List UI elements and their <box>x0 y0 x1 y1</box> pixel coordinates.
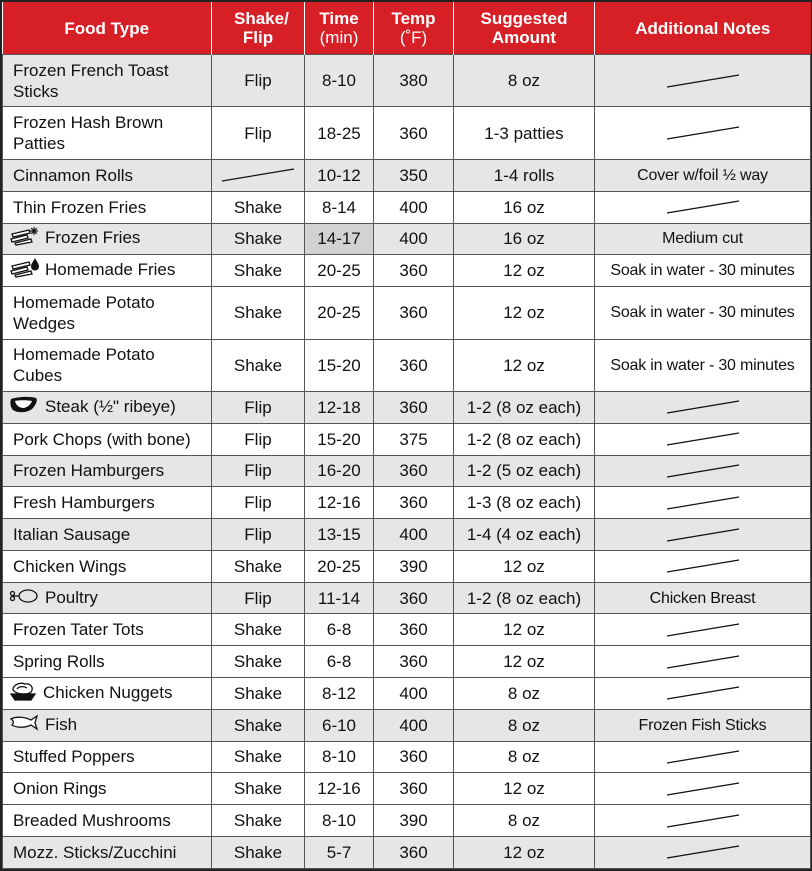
time-cell: 16-20 <box>305 455 374 487</box>
not-applicable-slash <box>666 750 740 764</box>
header-suggested-amount: Suggested Amount <box>454 2 595 55</box>
temp-cell: 360 <box>374 614 454 646</box>
time-cell: 8-10 <box>305 55 374 107</box>
table-row <box>3 55 811 107</box>
temp-cell: 360 <box>374 287 454 339</box>
suggested-amount-cell: 12 oz <box>454 255 595 287</box>
additional-notes-cell <box>595 55 811 107</box>
additional-notes-cell: Soak in water - 30 minutes <box>595 255 811 287</box>
food-type-cell <box>3 223 212 255</box>
temp-cell: 350 <box>374 159 454 191</box>
food-type-label: Chicken Nuggets <box>43 682 173 702</box>
shake-flip-cell: Shake <box>212 773 305 805</box>
temp-cell: 360 <box>374 339 454 391</box>
time-cell: 8-12 <box>305 678 374 710</box>
shake-flip-cell: Shake <box>212 646 305 678</box>
table-row <box>3 223 811 255</box>
food-type-cell <box>3 678 212 710</box>
time-cell: 13-15 <box>305 519 374 551</box>
food-type-label: Breaded Mushrooms <box>13 811 171 831</box>
food-type-label: Pork Chops (with bone) <box>13 429 191 449</box>
suggested-amount-cell: 1-2 (8 oz each) <box>454 423 595 455</box>
suggested-amount-cell: 12 oz <box>454 773 595 805</box>
food-type-cell <box>3 519 212 551</box>
suggested-amount-cell: 16 oz <box>454 191 595 223</box>
header-time-unit: (min) <box>319 28 359 47</box>
suggested-amount-cell: 8 oz <box>454 805 595 837</box>
table-body <box>3 55 811 869</box>
food-type-label: Stuffed Poppers <box>13 747 135 767</box>
time-cell: 10-12 <box>305 159 374 191</box>
temp-cell: 360 <box>374 773 454 805</box>
table-row <box>3 773 811 805</box>
food-type-label: Chicken Wings <box>13 556 127 576</box>
shake-flip-cell: Flip <box>212 519 305 551</box>
food-type-label: Italian Sausage <box>13 525 131 545</box>
table-row <box>3 836 811 868</box>
temp-cell: 400 <box>374 519 454 551</box>
table-row <box>3 646 811 678</box>
table-row <box>3 107 811 159</box>
table-row <box>3 550 811 582</box>
header-temp <box>374 2 454 55</box>
food-type-label: Homemade Fries <box>45 260 176 280</box>
fish-icon <box>9 713 39 738</box>
not-applicable-slash <box>666 686 740 700</box>
time-cell: 20-25 <box>305 287 374 339</box>
food-type-cell <box>3 836 212 868</box>
suggested-amount-cell: 12 oz <box>454 836 595 868</box>
header-row <box>3 2 811 55</box>
table-row <box>3 519 811 551</box>
header-additional-notes: Additional Notes <box>595 2 811 55</box>
additional-notes-cell <box>595 191 811 223</box>
suggested-amount-cell: 8 oz <box>454 55 595 107</box>
food-type-cell <box>3 255 212 287</box>
suggested-amount-cell: 1-3 (8 oz each) <box>454 487 595 519</box>
time-cell: 20-25 <box>305 550 374 582</box>
food-type-label: Cinnamon Rolls <box>13 165 133 185</box>
suggested-amount-cell: 1-3 patties <box>454 107 595 159</box>
food-type-cell <box>3 339 212 391</box>
not-applicable-slash <box>666 496 740 510</box>
additional-notes-cell: Cover w/foil ½ way <box>595 159 811 191</box>
food-type-cell <box>3 107 212 159</box>
header-time-label: Time <box>319 9 359 28</box>
shake-flip-cell: Flip <box>212 582 305 614</box>
not-applicable-slash <box>666 528 740 542</box>
shake-flip-cell: Flip <box>212 392 305 424</box>
additional-notes-cell <box>595 550 811 582</box>
additional-notes-cell: Frozen Fish Sticks <box>595 709 811 741</box>
temp-cell: 400 <box>374 709 454 741</box>
shake-flip-cell <box>212 159 305 191</box>
header-time <box>305 2 374 55</box>
not-applicable-slash <box>666 126 740 140</box>
additional-notes-cell: Soak in water - 30 minutes <box>595 287 811 339</box>
shake-flip-cell: Flip <box>212 423 305 455</box>
food-type-cell <box>3 550 212 582</box>
not-applicable-slash <box>666 623 740 637</box>
not-applicable-slash <box>666 655 740 669</box>
food-type-cell <box>3 159 212 191</box>
temp-cell: 360 <box>374 646 454 678</box>
food-type-cell <box>3 287 212 339</box>
shake-flip-cell: Shake <box>212 223 305 255</box>
temp-cell: 400 <box>374 223 454 255</box>
header-shake-flip: Shake/ Flip <box>212 2 305 55</box>
table-row <box>3 741 811 773</box>
temp-cell: 360 <box>374 255 454 287</box>
shake-flip-cell: Shake <box>212 836 305 868</box>
temp-cell: 390 <box>374 550 454 582</box>
table-row <box>3 614 811 646</box>
time-cell: 12-18 <box>305 392 374 424</box>
shake-flip-cell: Shake <box>212 678 305 710</box>
suggested-amount-cell: 12 oz <box>454 614 595 646</box>
shake-flip-cell: Shake <box>212 709 305 741</box>
time-cell: 6-8 <box>305 646 374 678</box>
food-type-cell <box>3 805 212 837</box>
additional-notes-cell: Medium cut <box>595 223 811 255</box>
suggested-amount-cell: 8 oz <box>454 678 595 710</box>
food-type-cell <box>3 191 212 223</box>
cooking-table <box>2 2 811 869</box>
additional-notes-cell <box>595 741 811 773</box>
temp-cell: 360 <box>374 582 454 614</box>
food-type-label: Poultry <box>45 587 98 607</box>
food-type-cell <box>3 614 212 646</box>
not-applicable-slash <box>221 168 295 182</box>
shake-flip-cell: Shake <box>212 550 305 582</box>
table-row <box>3 159 811 191</box>
food-type-label: Mozz. Sticks/Zucchini <box>13 842 177 862</box>
additional-notes-cell <box>595 392 811 424</box>
additional-notes-cell <box>595 455 811 487</box>
suggested-amount-cell: 1-2 (5 oz each) <box>454 455 595 487</box>
not-applicable-slash <box>666 200 740 214</box>
not-applicable-slash <box>666 782 740 796</box>
temp-cell: 380 <box>374 55 454 107</box>
time-cell: 5-7 <box>305 836 374 868</box>
header-temp-label: Temp <box>391 9 436 28</box>
table-row <box>3 582 811 614</box>
food-type-cell <box>3 646 212 678</box>
not-applicable-slash <box>666 74 740 88</box>
suggested-amount-cell: 12 oz <box>454 287 595 339</box>
food-type-label: Homemade Potato Cubes <box>13 345 155 386</box>
table-row <box>3 255 811 287</box>
time-cell: 8-10 <box>305 805 374 837</box>
suggested-amount-cell: 12 oz <box>454 339 595 391</box>
table-row <box>3 678 811 710</box>
time-cell: 12-16 <box>305 773 374 805</box>
shake-flip-cell: Shake <box>212 339 305 391</box>
table-row <box>3 287 811 339</box>
frozen-fries-icon <box>9 226 39 251</box>
shake-flip-cell: Shake <box>212 287 305 339</box>
suggested-amount-cell: 8 oz <box>454 741 595 773</box>
suggested-amount-cell: 1-4 (4 oz each) <box>454 519 595 551</box>
time-cell: 15-20 <box>305 339 374 391</box>
food-type-label: Frozen Fries <box>45 228 141 248</box>
shake-flip-cell: Flip <box>212 487 305 519</box>
suggested-amount-cell: 12 oz <box>454 550 595 582</box>
food-type-cell <box>3 773 212 805</box>
temp-cell: 400 <box>374 191 454 223</box>
not-applicable-slash <box>666 400 740 414</box>
food-type-label: Frozen French Toast Sticks <box>13 60 169 101</box>
food-type-label: Thin Frozen Fries <box>13 197 147 217</box>
header-temp-unit: (˚F) <box>399 28 428 47</box>
not-applicable-slash <box>666 464 740 478</box>
food-type-label: Fresh Hamburgers <box>13 493 155 513</box>
shake-flip-cell: Shake <box>212 255 305 287</box>
shake-flip-cell: Flip <box>212 55 305 107</box>
table-row <box>3 487 811 519</box>
additional-notes-cell <box>595 805 811 837</box>
food-type-label: Frozen Hash Brown Patties <box>13 113 164 154</box>
temp-cell: 360 <box>374 392 454 424</box>
suggested-amount-cell: 1-2 (8 oz each) <box>454 392 595 424</box>
time-cell: 18-25 <box>305 107 374 159</box>
time-cell: 8-14 <box>305 191 374 223</box>
shake-flip-cell: Shake <box>212 614 305 646</box>
food-type-label: Homemade Potato Wedges <box>13 292 155 333</box>
food-type-label: Steak (½" ribeye) <box>45 396 176 416</box>
shake-flip-cell: Flip <box>212 455 305 487</box>
table-row <box>3 709 811 741</box>
additional-notes-cell <box>595 836 811 868</box>
table-row <box>3 805 811 837</box>
suggested-amount-cell: 8 oz <box>454 709 595 741</box>
additional-notes-cell <box>595 773 811 805</box>
additional-notes-cell: Soak in water - 30 minutes <box>595 339 811 391</box>
temp-cell: 360 <box>374 836 454 868</box>
food-type-label: Onion Rings <box>13 779 107 799</box>
header-food-type: Food Type <box>3 2 212 55</box>
not-applicable-slash <box>666 559 740 573</box>
homemade-fries-icon <box>9 258 39 283</box>
additional-notes-cell <box>595 646 811 678</box>
suggested-amount-cell: 1-4 rolls <box>454 159 595 191</box>
temp-cell: 360 <box>374 455 454 487</box>
not-applicable-slash <box>666 814 740 828</box>
food-type-cell <box>3 455 212 487</box>
temp-cell: 360 <box>374 107 454 159</box>
additional-notes-cell <box>595 678 811 710</box>
suggested-amount-cell: 12 oz <box>454 646 595 678</box>
table-row <box>3 191 811 223</box>
food-type-cell <box>3 423 212 455</box>
time-cell: 15-20 <box>305 423 374 455</box>
suggested-amount-cell: 1-2 (8 oz each) <box>454 582 595 614</box>
additional-notes-cell <box>595 614 811 646</box>
table-row <box>3 392 811 424</box>
additional-notes-cell <box>595 519 811 551</box>
food-type-label: Frozen Tater Tots <box>13 620 144 640</box>
poultry-icon <box>9 586 39 611</box>
not-applicable-slash <box>666 432 740 446</box>
time-cell: 8-10 <box>305 741 374 773</box>
time-cell: 6-8 <box>305 614 374 646</box>
food-type-cell <box>3 487 212 519</box>
table-row <box>3 423 811 455</box>
time-cell: 11-14 <box>305 582 374 614</box>
food-type-cell <box>3 55 212 107</box>
food-type-cell <box>3 709 212 741</box>
shake-flip-cell: Shake <box>212 805 305 837</box>
time-cell: 14-17 <box>305 223 374 255</box>
table-row <box>3 339 811 391</box>
temp-cell: 400 <box>374 678 454 710</box>
not-applicable-slash <box>666 845 740 859</box>
additional-notes-cell <box>595 423 811 455</box>
food-type-label: Spring Rolls <box>13 652 105 672</box>
shake-flip-cell: Shake <box>212 191 305 223</box>
additional-notes-cell: Chicken Breast <box>595 582 811 614</box>
time-cell: 12-16 <box>305 487 374 519</box>
additional-notes-cell <box>595 487 811 519</box>
food-type-cell <box>3 582 212 614</box>
food-type-cell <box>3 392 212 424</box>
temp-cell: 390 <box>374 805 454 837</box>
shake-flip-cell: Shake <box>212 741 305 773</box>
suggested-amount-cell: 16 oz <box>454 223 595 255</box>
temp-cell: 360 <box>374 487 454 519</box>
table-row <box>3 455 811 487</box>
temp-cell: 360 <box>374 741 454 773</box>
food-type-cell <box>3 741 212 773</box>
steak-icon <box>9 395 39 420</box>
food-type-label: Fish <box>45 714 78 734</box>
additional-notes-cell <box>595 107 811 159</box>
time-cell: 6-10 <box>305 709 374 741</box>
chicken-nuggets-icon <box>9 680 37 707</box>
shake-flip-cell: Flip <box>212 107 305 159</box>
food-type-label: Frozen Hamburgers <box>13 461 165 481</box>
temp-cell: 375 <box>374 423 454 455</box>
time-cell: 20-25 <box>305 255 374 287</box>
